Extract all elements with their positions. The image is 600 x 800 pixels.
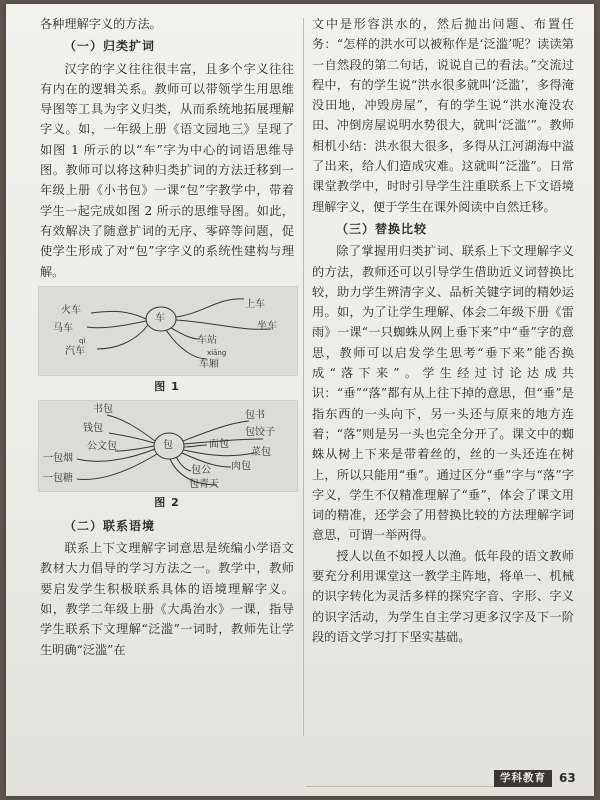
fig1-word-7: 车厢 <box>199 358 219 370</box>
journal-section-label: 学科教育 <box>494 770 552 787</box>
fig1-word-5: 坐车 <box>257 320 277 332</box>
figure-2-mindmap <box>38 400 298 492</box>
fig2-word-5: 一包糖 <box>43 472 73 484</box>
fig2-word-7: 包饺子 <box>245 426 275 438</box>
figure-2-caption: 图 2 <box>154 495 180 509</box>
page-number: 63 <box>559 771 576 785</box>
fig1-word-6: 车站 <box>197 334 217 346</box>
fig2-center-char: 包 <box>163 439 173 451</box>
fig2-word-10: 肉包 <box>231 460 251 472</box>
fig1-word-2: 马车 <box>53 322 73 334</box>
fig2-word-4: 一包烟 <box>43 452 73 464</box>
fig2-word-2: 钱包 <box>83 422 103 434</box>
journal-page <box>6 4 594 796</box>
figure-1-caption: 图 1 <box>154 379 180 393</box>
section-heading-2: （二）联系语境 <box>64 518 156 533</box>
fig2-word-11: 包公 <box>191 464 211 476</box>
paragraph-conclusion: 授人以鱼不如授人以渔。低年段的语文教师要充分利用课堂这一教学主阵地，将单一、机械的识字转化为灵活多样的探究字音、字形、字义的识字活动，为学生自主学习更多汉字及下一阶段的语文学习打下坚实基础。 <box>312 548 574 644</box>
section-heading-1: （一）归类扩词 <box>64 39 156 54</box>
column-divider <box>303 18 304 736</box>
fig2-word-3: 公文包 <box>87 440 117 452</box>
paragraph-context: 联系上下文理解字词意思是统编小学语文教材大力倡导的学习方法之一。教学中，教师要启发学生积极联系具体的语境理解字义。如，教学二年级上册《大禹治水》一课，指导学生联系下文理解“泛滥”一词时，教师先让学生明确“泛滥”在 <box>40 541 294 657</box>
fig2-word-8: 面包 <box>209 438 229 450</box>
fig2-word-9: 菜包 <box>251 446 271 458</box>
right-column <box>312 14 574 647</box>
fig1-word-3: 汽车 <box>65 345 85 357</box>
fig1-word-4: 上车 <box>245 298 265 310</box>
left-column <box>40 14 294 660</box>
fig2-word-12: 包青天 <box>189 478 219 490</box>
fig1-pinyin-xiang: xiāng <box>207 348 227 357</box>
fig1-pinyin-qi: qì <box>79 336 86 345</box>
paragraph-context-continued: 文中是形容洪水的，然后抛出问题、布置任务：“怎样的洪水可以被称作是‘泛滥’呢？读读第一自然段的第二句话，说说自己的看法。”交流过程中，有的学生说“洪水很多就叫‘泛滥’，多得淹没田地，冲毁房屋”，有的学生说“洪水淹没农田、冲倒房屋说明水势很大，就叫‘泛滥’”。教师相机小结：洪水很大很多，多得从江河湖海中溢了出来，给人们造成灾难。这就叫“泛滥”。日常课堂教学中，时时引导学生注重联系上下文语境理解字义，便于学生在课外阅读中自然迁移。 <box>312 17 574 214</box>
fig2-word-6: 包书 <box>245 409 265 421</box>
fig2-word-1: 书包 <box>93 403 113 415</box>
section-heading-3: （三）替换比较 <box>336 221 428 236</box>
figure-1-mindmap <box>38 286 298 376</box>
fig1-center-char: 车 <box>155 312 165 324</box>
paragraph-substitution: 除了掌握用归类扩词、联系上下文理解字义的方法，教师还可以引导学生借助近义词替换比较，助力学生辨清字义、品析关键字词的精妙运用。如，为了让学生理解、体会二年级下册《雷雨》一课“一只蜘蛛从网上垂下来”中“垂”字的意思，教师可以启发学生思考“垂下来”能否换成“落下来”。学生经过讨论达成共识：“垂”“落”都有从上往下掉的意思，但“垂”是指东西的一头向下，另一头还与原来的地方连着；“落”则是另一头也完全分开了。课文中的蜘蛛从树上下来是带着丝的，丝的一头还连在树上，所以只能用“垂”。通过区分“垂”字与“落”字字义，学生不仅精准理解了“垂”，体会了课文用词的精准，还学会了用替换比较的方法理解字词意思，可谓一举两得。 <box>312 244 574 543</box>
paragraph-classify-words: 汉字的字义往往很丰富，且多个字义往往有内在的逻辑关系。教师可以带领学生用思维导图等工具为字义归类，从而系统地拓展理解字义。如，一年级上册《语文园地三》呈现了如图 1 所示的以“车”字为中心的词语思维导图。教师可以将这种归类扩词的方法迁移到一年级上册《小书包》一课“包”字教学中，带着学生一起完成如图 2 所示的思维导图。如此，有效解决了随意扩词的无序、零碎等问题，促使学生形成了对“包”字字义的系统性建构与理解。 <box>40 61 294 279</box>
footer-rule <box>306 786 494 787</box>
paragraph-intro-end: 各种理解字义的方法。 <box>40 17 162 31</box>
fig1-word-1: 火车 <box>61 304 81 316</box>
